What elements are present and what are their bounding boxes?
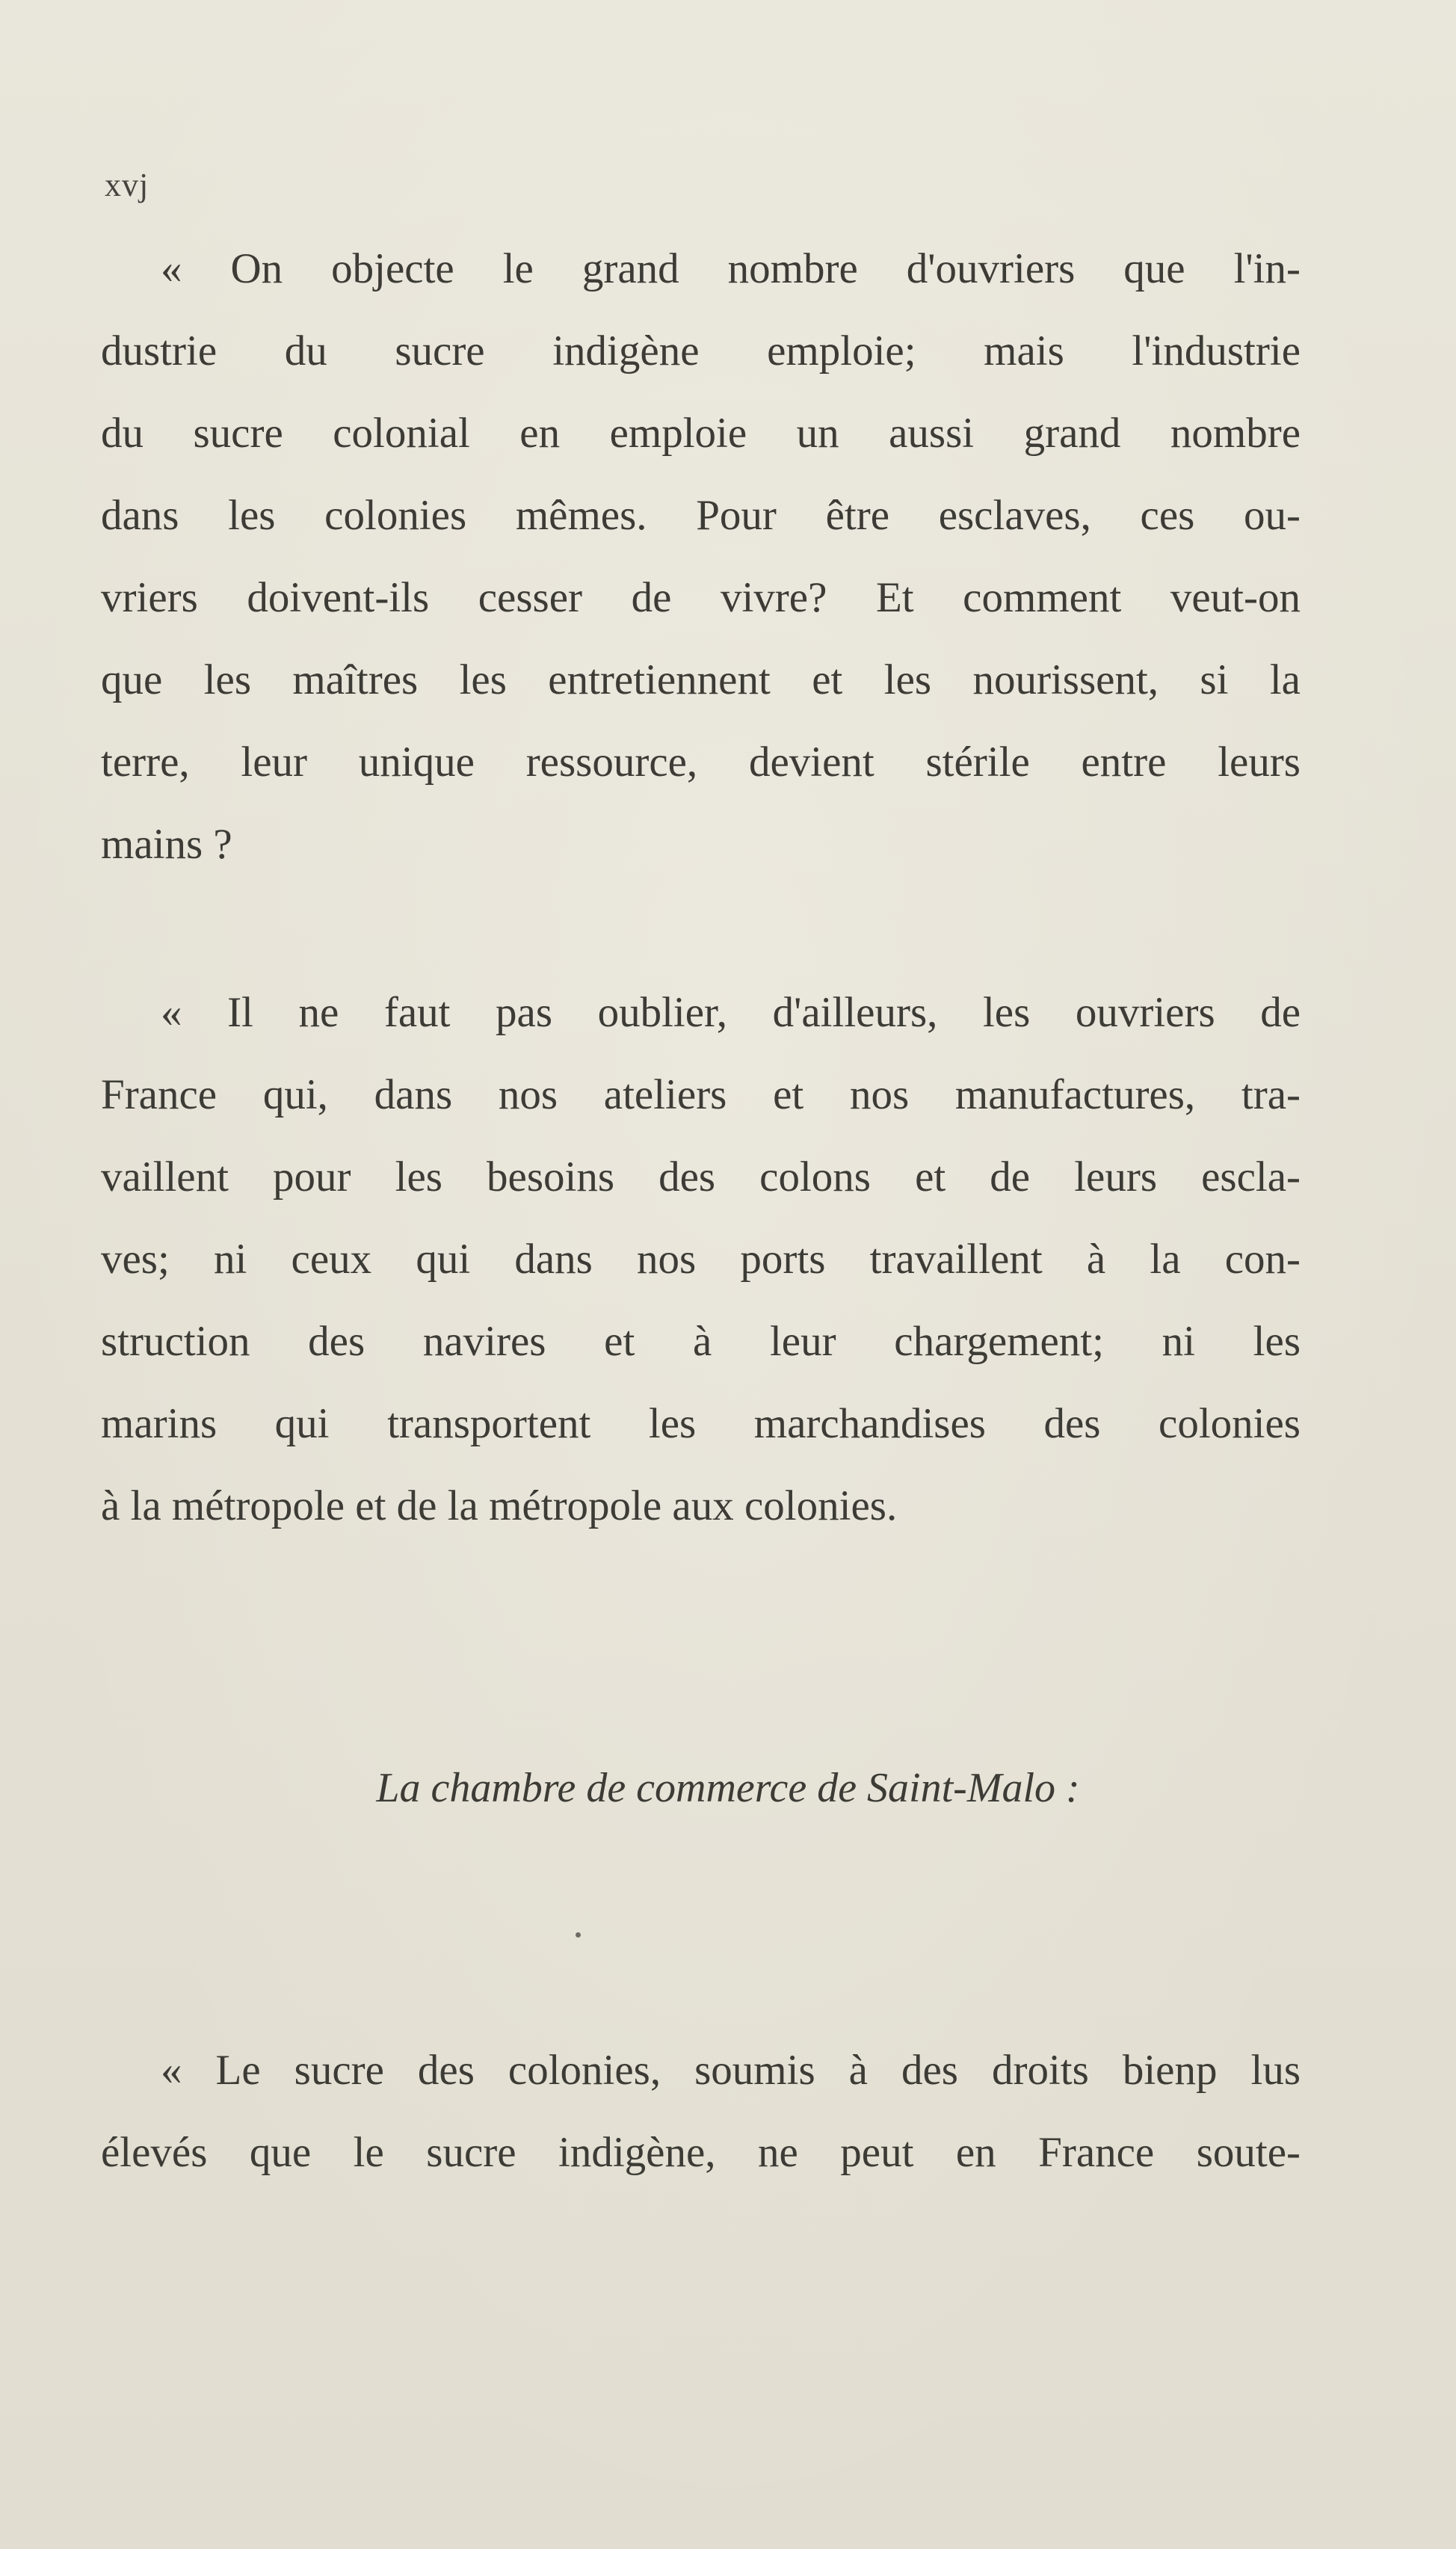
text-line: à la métropole et de la métropole aux colonies.: [101, 1482, 898, 1529]
text-line: du sucre colonial en emploie un aussi grand nombre: [101, 410, 1301, 457]
text-line: terre, leur unique ressource, devient stérile entre leurs: [101, 739, 1301, 786]
paragraph-2: [101, 972, 1301, 1547]
text-line: élevés que le sucre indigène, ne peut en France soute-: [101, 2129, 1301, 2176]
section-heading: La chambre de commerce de Saint-Malo :: [376, 1765, 1080, 1811]
text-line: dustrie du sucre indigène emploie; mais l'industrie: [101, 327, 1301, 375]
text-line: mains ?: [101, 821, 232, 868]
text-line: vaillent pour les besoins des colons et de leurs escla-: [101, 1153, 1301, 1200]
text-line: vriers doivent-ils cesser de vivre? Et comment veut-on: [101, 574, 1301, 621]
text-line: « Il ne faut pas oublier, d'ailleurs, les ouvriers de: [161, 989, 1301, 1036]
page-number: xvj: [105, 167, 149, 203]
text-line: France qui, dans nos ateliers et nos manufactures, tra-: [101, 1071, 1301, 1118]
ink-speck: [576, 1932, 581, 1938]
text-line: struction des navires et à leur chargement; ni les: [101, 1318, 1301, 1365]
text-line: dans les colonies mêmes. Pour être esclaves, ces ou-: [101, 492, 1301, 539]
text-line: « On objecte le grand nombre d'ouvriers que l'in-: [161, 245, 1301, 292]
text-line: ves; ni ceux qui dans nos ports travaillent à la con-: [101, 1236, 1301, 1283]
text-line: que les maîtres les entretiennent et les nourissent, si la: [101, 656, 1301, 703]
paragraph-1: [101, 228, 1301, 886]
text-line: « Le sucre des colonies, soumis à des droits bienp lus: [161, 2047, 1301, 2094]
paragraph-3: [101, 2029, 1301, 2194]
text-line: marins qui transportent les marchandises des colonies: [101, 1400, 1301, 1447]
